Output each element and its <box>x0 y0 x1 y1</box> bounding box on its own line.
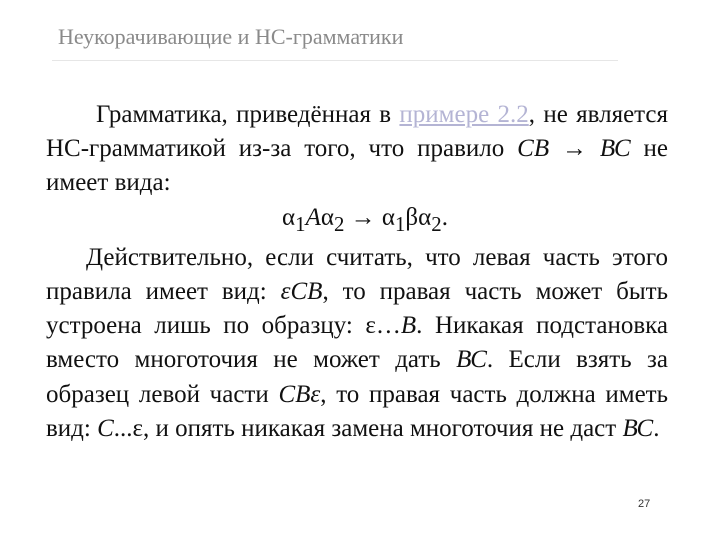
text-run: . <box>653 414 660 442</box>
formula-alpha: α <box>418 203 432 231</box>
paragraph-grammar-note <box>46 98 668 201</box>
expr-bc: ВС <box>622 414 654 442</box>
rule-lhs: СВ <box>517 135 550 163</box>
arrow-symbol: → <box>549 135 600 163</box>
expr-cb-eps: СВε <box>278 380 321 408</box>
expr-bc: ВС <box>456 346 487 374</box>
rule-rhs: ВС <box>599 135 631 163</box>
page-number: 27 <box>638 498 651 510</box>
paragraph-explanation <box>46 241 668 446</box>
example-ref-link[interactable]: 2.2 <box>497 101 529 128</box>
expr-b: В <box>400 312 417 340</box>
formula-alpha: α <box>320 203 334 231</box>
formula-beta: β <box>405 203 419 231</box>
example-link[interactable]: примере <box>399 101 498 128</box>
text-run: , то правая часть может быть устроена лишь по образцу: <box>46 278 668 340</box>
formula-subscript: 1 <box>295 211 306 236</box>
text-run: Грамматика, приведённая в <box>96 101 400 128</box>
text-run: . Никакая подстановка вместо многоточия не может дать <box>46 312 668 374</box>
formula-arrow: → <box>344 203 382 231</box>
text-run: . Если взять за образец левой части <box>46 346 668 408</box>
expr-eps-dots: ε… <box>365 312 401 340</box>
expr-eps-cb: εСВ <box>280 278 323 306</box>
text-run: , то правая часть должна иметь вид: <box>46 380 669 442</box>
text-run: , не является НС-грамматикой из-за того, что правило <box>46 101 668 163</box>
formula-subscript: 2 <box>431 211 442 236</box>
text-run: не имеет вида: <box>46 135 668 197</box>
slide-body <box>46 98 668 446</box>
formula <box>46 201 668 241</box>
formula-subscript: 1 <box>395 211 406 236</box>
formula-period: . <box>441 203 448 231</box>
formula-alpha: α <box>282 203 296 231</box>
slide-title: Неукорачивающие и НС-грамматики <box>58 24 404 49</box>
formula-A: A <box>305 203 321 231</box>
expr-c: С <box>97 414 114 442</box>
formula-subscript: 2 <box>333 211 345 236</box>
text-run: ...ε, и опять никакая замена многоточия не даст <box>113 414 623 442</box>
formula-alpha: α <box>381 203 395 231</box>
title-divider <box>52 60 618 61</box>
text-run: Действительно, если считать, что левая часть этого правила имеет вид: <box>46 243 668 306</box>
